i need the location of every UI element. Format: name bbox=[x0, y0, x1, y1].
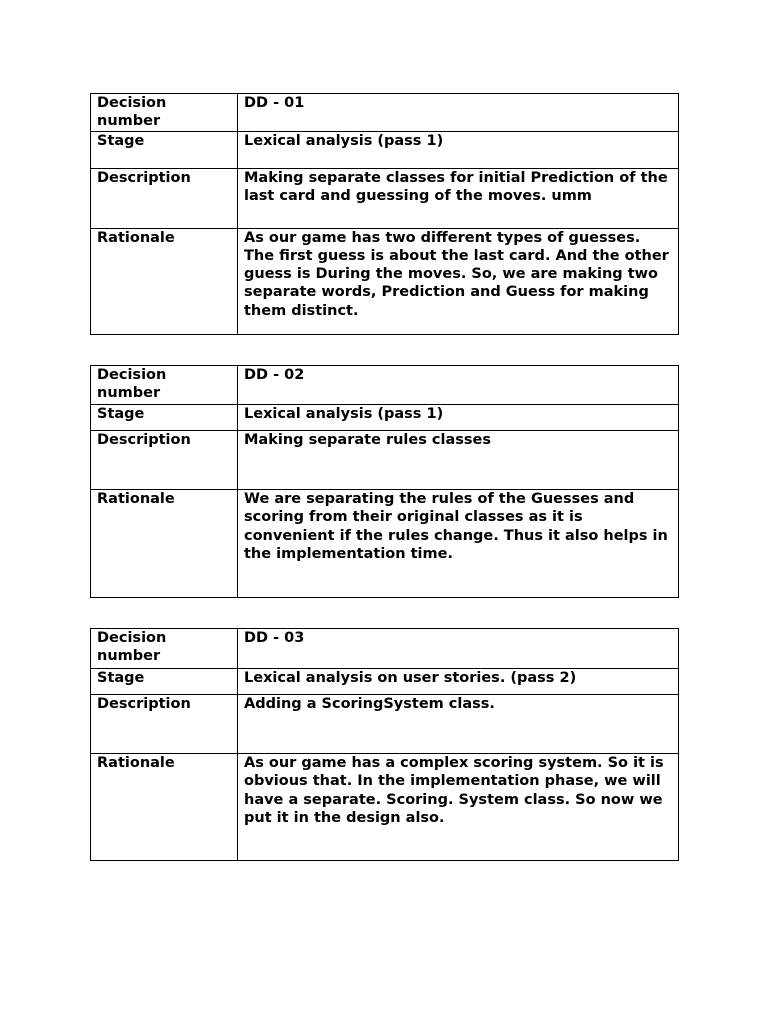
stage-value: Lexical analysis (pass 1) bbox=[238, 131, 679, 168]
stage-row bbox=[91, 131, 679, 168]
description-label: Description bbox=[91, 168, 238, 228]
description-value: Making separate rules classes bbox=[238, 431, 679, 490]
rationale-row bbox=[91, 228, 679, 334]
description-row bbox=[91, 431, 679, 490]
decision-table-2 bbox=[90, 365, 679, 598]
decision-number-row bbox=[91, 629, 679, 669]
description-value: Making separate classes for initial Prediction of the last card and guessing of the moves. umm bbox=[238, 168, 679, 228]
decision-number-value: DD - 03 bbox=[238, 629, 679, 669]
description-row bbox=[91, 695, 679, 754]
description-row bbox=[91, 168, 679, 228]
stage-label: Stage bbox=[91, 669, 238, 695]
stage-row bbox=[91, 405, 679, 431]
rationale-label: Rationale bbox=[91, 228, 238, 334]
decision-number-label: Decision number bbox=[91, 366, 238, 405]
stage-value: Lexical analysis on user stories. (pass 2) bbox=[238, 669, 679, 695]
stage-value: Lexical analysis (pass 1) bbox=[238, 405, 679, 431]
rationale-row bbox=[91, 490, 679, 598]
rationale-value: As our game has two different types of guesses. The first guess is about the last card. And the other guess is During the moves. So, we are making two separate words, Prediction and Guess for making them distinct. bbox=[238, 228, 679, 334]
rationale-label: Rationale bbox=[91, 754, 238, 861]
rationale-row bbox=[91, 754, 679, 861]
description-value: Adding a ScoringSystem class. bbox=[238, 695, 679, 754]
description-label: Description bbox=[91, 695, 238, 754]
decision-number-label: Decision number bbox=[91, 629, 238, 669]
decision-number-label: Decision number bbox=[91, 94, 238, 132]
decision-number-value: DD - 01 bbox=[238, 94, 679, 132]
decision-number-row bbox=[91, 94, 679, 132]
decision-table-1 bbox=[90, 93, 679, 335]
decision-table-3 bbox=[90, 628, 679, 861]
rationale-value: As our game has a complex scoring system. So it is obvious that. In the implementation phase, we will have a separate. Scoring. System class. So now we put it in the design also. bbox=[238, 754, 679, 861]
rationale-value: We are separating the rules of the Guesses and scoring from their original classes as it is convenient if the rules change. Thus it also helps in the implementation time. bbox=[238, 490, 679, 598]
decision-number-row bbox=[91, 366, 679, 405]
stage-row bbox=[91, 669, 679, 695]
decision-number-value: DD - 02 bbox=[238, 366, 679, 405]
description-label: Description bbox=[91, 431, 238, 490]
stage-label: Stage bbox=[91, 131, 238, 168]
rationale-label: Rationale bbox=[91, 490, 238, 598]
stage-label: Stage bbox=[91, 405, 238, 431]
